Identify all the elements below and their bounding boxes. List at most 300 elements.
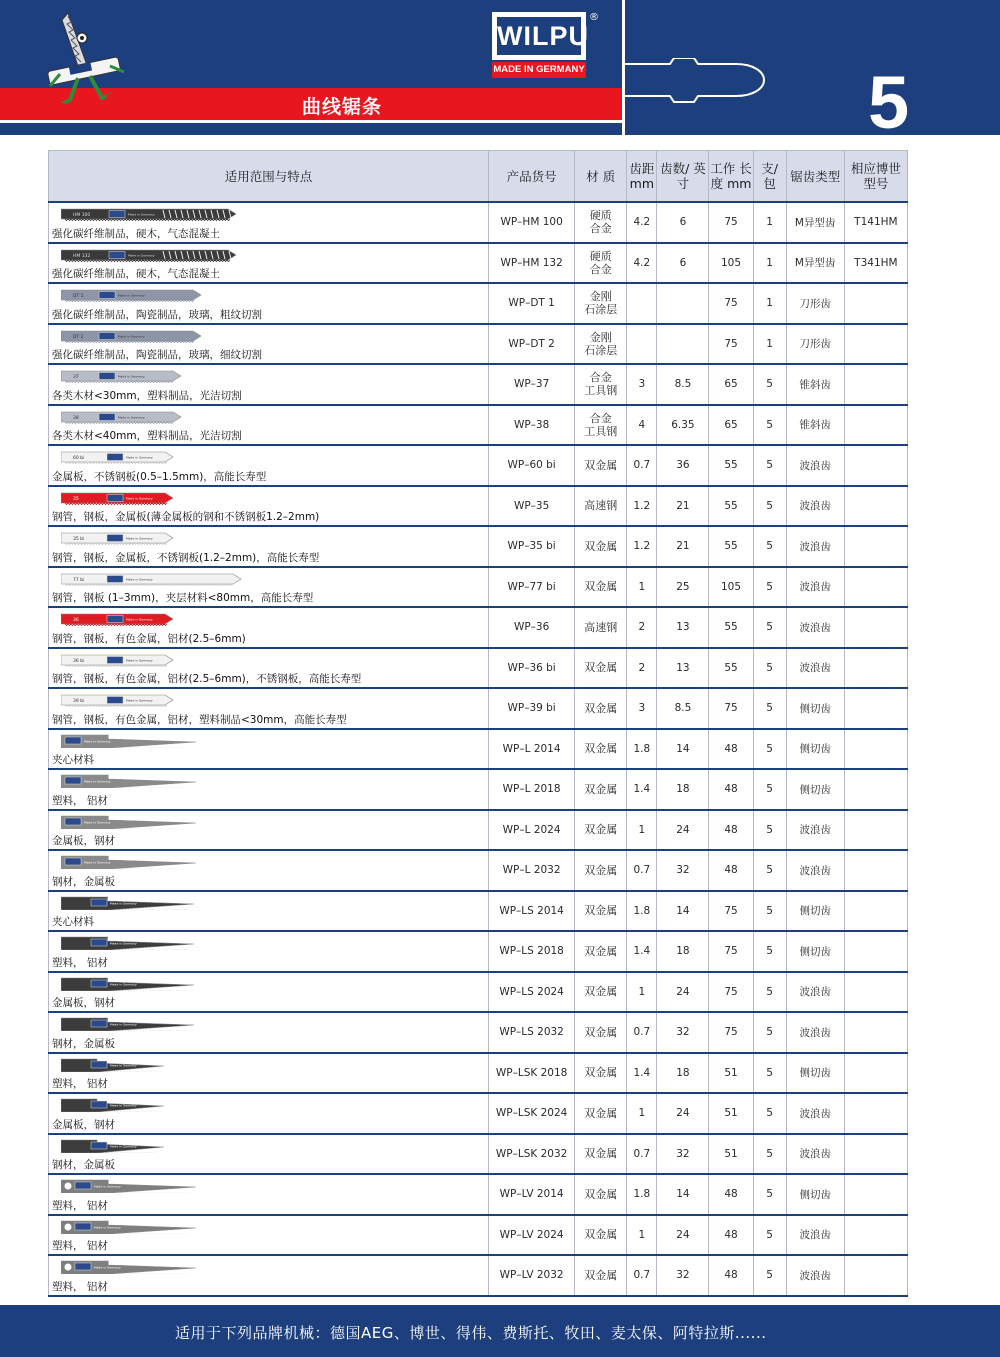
- table-row: [49, 1134, 908, 1175]
- saw-blade-image: [61, 207, 238, 221]
- blade-made-in-label: Made in Germany: [118, 293, 145, 298]
- working-length-cell: 75: [709, 972, 753, 1013]
- material-cell: 金刚 石涂层: [575, 283, 627, 324]
- application-text: 塑料， 铝材: [52, 1240, 108, 1252]
- application-cell: [49, 283, 489, 324]
- bosch-equivalent-cell: [844, 1215, 907, 1256]
- working-length-cell: 48: [709, 769, 753, 810]
- application-text: 夹心材料: [52, 754, 94, 766]
- material-cell: 硬质 合金: [575, 243, 627, 284]
- product-code-cell: WP–L 2018: [489, 769, 575, 810]
- saw-blade-image: [61, 1017, 196, 1031]
- blade-made-in-label: Made in Germany: [110, 901, 137, 905]
- footer-brands-text: 适用于下列品牌机械：德国AEG、博世、得伟、费斯托、牧田、麦太保、阿特拉斯......: [175, 1324, 767, 1342]
- blade-made-in-label: Made in Germany: [110, 1103, 137, 1108]
- table-header-row: [49, 151, 908, 203]
- teeth-per-inch-cell: 24: [657, 972, 709, 1013]
- table-row: [49, 243, 908, 284]
- saw-blade-image: [61, 1220, 198, 1234]
- blade-made-in-label: Made in Germany: [94, 1225, 121, 1229]
- tooth-type-cell: 波浪齿: [786, 486, 844, 527]
- column-header-application: 适用范围与特点: [49, 151, 489, 203]
- tooth-pitch-cell: 1: [627, 567, 657, 608]
- application-cell: [49, 1215, 489, 1256]
- application-cell: [49, 972, 489, 1013]
- saw-blade-image: [61, 288, 203, 302]
- product-code-cell: WP–LV 2014: [489, 1174, 575, 1215]
- blade-made-in-label: Made in Germany: [94, 1184, 121, 1189]
- application-cell: [49, 405, 489, 446]
- application-cell: [49, 567, 489, 608]
- application-cell: [49, 729, 489, 770]
- tooth-pitch-cell: 1.4: [627, 769, 657, 810]
- tooth-pitch-cell: 0.7: [627, 1012, 657, 1053]
- pack-quantity-cell: 5: [753, 567, 786, 608]
- bosch-equivalent-cell: [844, 1255, 907, 1296]
- working-length-cell: 75: [709, 283, 753, 324]
- product-code-cell: WP–39 bi: [489, 688, 575, 729]
- working-length-cell: 105: [709, 567, 753, 608]
- product-code-cell: WP–60 bi: [489, 445, 575, 486]
- material-cell: 双金属: [575, 891, 627, 932]
- product-code-cell: WP–36 bi: [489, 648, 575, 689]
- tooth-pitch-cell: 1.8: [627, 891, 657, 932]
- bosch-equivalent-cell: [844, 364, 907, 405]
- teeth-per-inch-cell: 32: [657, 1012, 709, 1053]
- bosch-equivalent-cell: [844, 324, 907, 365]
- saw-blade-image: [61, 248, 238, 262]
- working-length-cell: 51: [709, 1053, 753, 1094]
- tooth-pitch-cell: 3: [627, 364, 657, 405]
- bosch-equivalent-cell: [844, 1174, 907, 1215]
- application-text: 钢管，钢板，有色金属，铝材(2.5–6mm): [52, 632, 246, 645]
- application-text: 钢管，钢板，有色金属，铝材，塑料制品<30mm，高能长寿型: [52, 713, 347, 726]
- tooth-type-cell: 波浪齿: [786, 972, 844, 1013]
- application-text: 强化碳纤维制品，硬木，气态混凝土: [52, 227, 220, 240]
- material-cell: 双金属: [575, 1255, 627, 1296]
- blade-code-label: 38: [73, 415, 79, 421]
- material-cell: 双金属: [575, 688, 627, 729]
- tooth-type-cell: 锥斜齿: [786, 405, 844, 446]
- blade-made-in-label: Made in Germany: [84, 779, 111, 784]
- teeth-per-inch-cell: 14: [657, 1174, 709, 1215]
- saw-blade-image: [61, 572, 243, 586]
- pack-quantity-cell: 1: [753, 283, 786, 324]
- bosch-equivalent-cell: [844, 1012, 907, 1053]
- product-code-cell: WP–DT 1: [489, 283, 575, 324]
- application-cell: [49, 364, 489, 405]
- teeth-per-inch-cell: 6: [657, 202, 709, 243]
- application-cell: [49, 243, 489, 284]
- teeth-per-inch-cell: 18: [657, 931, 709, 972]
- column-header-pack: 支/ 包: [753, 151, 786, 203]
- application-text: 强化碳纤维制品，陶瓷制品，玻璃，细纹切割: [52, 349, 262, 361]
- tooth-type-cell: 波浪齿: [786, 850, 844, 891]
- application-cell: [49, 769, 489, 810]
- blade-made-in-label: Made in Germany: [126, 617, 153, 622]
- tooth-pitch-cell: 4.2: [627, 243, 657, 284]
- table-row: [49, 1093, 908, 1134]
- saw-blade-image: [61, 491, 175, 505]
- tooth-type-cell: 波浪齿: [786, 1215, 844, 1256]
- table-row: [49, 648, 908, 689]
- logo-wordmark: WILPU: [497, 17, 581, 55]
- bosch-equivalent-cell: [844, 972, 907, 1013]
- product-code-cell: WP–LSK 2024: [489, 1093, 575, 1134]
- table-row: [49, 1012, 908, 1053]
- application-cell: [49, 688, 489, 729]
- pack-quantity-cell: 1: [753, 324, 786, 365]
- material-cell: 双金属: [575, 931, 627, 972]
- material-cell: 双金属: [575, 972, 627, 1013]
- table-body: [49, 202, 908, 1296]
- pack-quantity-cell: 5: [753, 445, 786, 486]
- application-cell: [49, 1255, 489, 1296]
- tooth-pitch-cell: 4.2: [627, 202, 657, 243]
- product-code-cell: WP–38: [489, 405, 575, 446]
- bosch-equivalent-cell: [844, 688, 907, 729]
- material-cell: 双金属: [575, 1134, 627, 1175]
- saw-blade-image: [61, 1260, 198, 1274]
- pack-quantity-cell: 5: [753, 1053, 786, 1094]
- teeth-per-inch-cell: [657, 324, 709, 365]
- bosch-equivalent-cell: [844, 283, 907, 324]
- working-length-cell: 75: [709, 891, 753, 932]
- working-length-cell: 48: [709, 729, 753, 770]
- material-cell: 高速钢: [575, 486, 627, 527]
- working-length-cell: 48: [709, 1255, 753, 1296]
- saw-blade-image: [61, 369, 183, 383]
- blade-made-in-label: Made in Germany: [128, 212, 155, 217]
- teeth-per-inch-cell: 21: [657, 486, 709, 527]
- blade-made-in-label: Made in Germany: [84, 860, 111, 865]
- pack-quantity-cell: 5: [753, 1093, 786, 1134]
- bosch-equivalent-cell: [844, 1134, 907, 1175]
- table-row: [49, 364, 908, 405]
- working-length-cell: 48: [709, 850, 753, 891]
- chapter-number: 5: [868, 61, 910, 144]
- teeth-per-inch-cell: 24: [657, 810, 709, 851]
- material-cell: 双金属: [575, 1174, 627, 1215]
- tooth-pitch-cell: 2: [627, 607, 657, 648]
- blade-code-label: 77 bi: [73, 577, 85, 583]
- application-cell: [49, 1012, 489, 1053]
- tooth-type-cell: 侧切齿: [786, 688, 844, 729]
- tooth-type-cell: 波浪齿: [786, 607, 844, 648]
- blade-made-in-label: Made in Germany: [126, 536, 153, 541]
- table-row: [49, 769, 908, 810]
- blade-made-in-label: Made in Germany: [128, 253, 155, 257]
- application-cell: [49, 1134, 489, 1175]
- product-code-cell: WP–HM 100: [489, 202, 575, 243]
- pack-quantity-cell: 1: [753, 243, 786, 284]
- blade-made-in-label: Made in Germany: [110, 941, 137, 946]
- bosch-equivalent-cell: [844, 891, 907, 932]
- application-text: 强化碳纤维制品，陶瓷制品，玻璃，粗纹切割: [52, 308, 262, 321]
- column-header-pitch: 齿距 mm: [627, 151, 657, 203]
- bosch-equivalent-cell: [844, 526, 907, 567]
- teeth-per-inch-cell: 6: [657, 243, 709, 284]
- bosch-equivalent-cell: [844, 729, 907, 770]
- tooth-type-cell: 侧切齿: [786, 1174, 844, 1215]
- tooth-pitch-cell: 4: [627, 405, 657, 446]
- tooth-type-cell: 波浪齿: [786, 1093, 844, 1134]
- material-cell: 金刚 石涂层: [575, 324, 627, 365]
- working-length-cell: 48: [709, 810, 753, 851]
- bosch-equivalent-cell: [844, 1093, 907, 1134]
- tooth-pitch-cell: 1.2: [627, 486, 657, 527]
- working-length-cell: 51: [709, 1134, 753, 1175]
- blade-code-label: 36 bi: [73, 658, 85, 664]
- application-text: 塑料， 铝材: [52, 794, 108, 807]
- application-text: 强化碳纤维制品，硬木，气态混凝土: [52, 268, 220, 280]
- application-text: 钢管，钢板，有色金属，铝材(2.5–6mm)，不锈钢板，高能长寿型: [52, 673, 362, 685]
- teeth-per-inch-cell: 32: [657, 850, 709, 891]
- application-text: 塑料， 铝材: [52, 1280, 108, 1293]
- application-cell: [49, 850, 489, 891]
- saw-blade-image: [61, 734, 198, 748]
- working-length-cell: 75: [709, 202, 753, 243]
- tooth-pitch-cell: 3: [627, 688, 657, 729]
- pack-quantity-cell: 5: [753, 769, 786, 810]
- teeth-per-inch-cell: 18: [657, 769, 709, 810]
- material-cell: 双金属: [575, 810, 627, 851]
- pack-quantity-cell: 5: [753, 1174, 786, 1215]
- working-length-cell: 51: [709, 1093, 753, 1134]
- tooth-pitch-cell: 1.8: [627, 1174, 657, 1215]
- pack-quantity-cell: 5: [753, 1012, 786, 1053]
- tooth-pitch-cell: 0.7: [627, 1255, 657, 1296]
- table-row: [49, 972, 908, 1013]
- blade-code-label: 35: [73, 496, 79, 502]
- saw-blade-image: [61, 1139, 166, 1153]
- application-text: 钢管，钢板 (1–3mm)，夹层材料<80mm，高能长寿型: [52, 592, 314, 604]
- saw-blade-image: [61, 977, 196, 991]
- tooth-type-cell: 波浪齿: [786, 1134, 844, 1175]
- tooth-type-cell: 侧切齿: [786, 729, 844, 770]
- working-length-cell: 48: [709, 1174, 753, 1215]
- application-cell: [49, 1093, 489, 1134]
- saw-blade-image: [61, 774, 198, 788]
- material-cell: 双金属: [575, 850, 627, 891]
- material-cell: 双金属: [575, 526, 627, 567]
- blade-code-label: HM 132: [73, 253, 91, 259]
- table-row: [49, 891, 908, 932]
- teeth-per-inch-cell: 25: [657, 567, 709, 608]
- product-code-cell: WP–35: [489, 486, 575, 527]
- blade-made-in-label: Made in Germany: [126, 496, 153, 500]
- application-text: 钢材，金属板: [52, 1159, 115, 1171]
- tooth-type-cell: 侧切齿: [786, 931, 844, 972]
- pack-quantity-cell: 5: [753, 810, 786, 851]
- tooth-type-cell: 波浪齿: [786, 1012, 844, 1053]
- product-code-cell: WP–77 bi: [489, 567, 575, 608]
- working-length-cell: 75: [709, 688, 753, 729]
- material-cell: 双金属: [575, 729, 627, 770]
- saw-blade-image: [61, 1098, 166, 1112]
- pack-quantity-cell: 5: [753, 972, 786, 1013]
- material-cell: 双金属: [575, 445, 627, 486]
- blade-shank-icon: [624, 58, 774, 114]
- product-code-cell: WP–LS 2024: [489, 972, 575, 1013]
- application-text: 金属板，不锈钢板(0.5–1.5mm)，高能长寿型: [52, 470, 267, 483]
- pack-quantity-cell: 5: [753, 1255, 786, 1296]
- column-header-bosch: 相应博世 型号: [844, 151, 907, 203]
- application-text: 塑料， 铝材: [52, 956, 108, 969]
- working-length-cell: 75: [709, 1012, 753, 1053]
- product-code-cell: WP–L 2024: [489, 810, 575, 851]
- table-row: [49, 931, 908, 972]
- table-row: [49, 810, 908, 851]
- tooth-type-cell: M异型齿: [786, 202, 844, 243]
- table-row: [49, 567, 908, 608]
- pack-quantity-cell: 1: [753, 202, 786, 243]
- tooth-type-cell: M异型齿: [786, 243, 844, 284]
- wilpu-logo: [492, 12, 599, 78]
- blade-code-label: HM 100: [73, 213, 91, 218]
- tooth-pitch-cell: 1.8: [627, 729, 657, 770]
- material-cell: 合金 工具钢: [575, 364, 627, 405]
- blade-made-in-label: Made in Germany: [126, 658, 153, 662]
- application-text: 各类木材<40mm，塑料制品，光洁切割: [52, 430, 242, 442]
- teeth-per-inch-cell: 24: [657, 1215, 709, 1256]
- material-cell: 双金属: [575, 648, 627, 689]
- pack-quantity-cell: 5: [753, 688, 786, 729]
- material-cell: 双金属: [575, 1053, 627, 1094]
- material-cell: 双金属: [575, 1215, 627, 1256]
- bosch-equivalent-cell: [844, 810, 907, 851]
- tooth-pitch-cell: 0.7: [627, 850, 657, 891]
- product-code-cell: WP–36: [489, 607, 575, 648]
- application-text: 金属板，钢材: [52, 997, 115, 1009]
- blade-made-in-label: Made in Germany: [84, 739, 111, 743]
- application-text: 夹心材料: [52, 916, 94, 928]
- table-row: [49, 607, 908, 648]
- product-code-cell: WP–35 bi: [489, 526, 575, 567]
- blade-made-in-label: Made in Germany: [126, 698, 153, 703]
- saw-blade-image: [61, 855, 198, 869]
- teeth-per-inch-cell: 18: [657, 1053, 709, 1094]
- teeth-per-inch-cell: 36: [657, 445, 709, 486]
- table-row: [49, 283, 908, 324]
- product-code-cell: WP–L 2014: [489, 729, 575, 770]
- material-cell: 高速钢: [575, 607, 627, 648]
- material-cell: 双金属: [575, 567, 627, 608]
- pack-quantity-cell: 5: [753, 1215, 786, 1256]
- teeth-per-inch-cell: 8.5: [657, 364, 709, 405]
- tooth-pitch-cell: 1: [627, 1093, 657, 1134]
- pack-quantity-cell: 5: [753, 1134, 786, 1175]
- tooth-type-cell: 波浪齿: [786, 648, 844, 689]
- tooth-type-cell: 波浪齿: [786, 810, 844, 851]
- application-cell: [49, 445, 489, 486]
- saw-blade-image: [61, 410, 183, 424]
- table-row: [49, 1215, 908, 1256]
- pack-quantity-cell: 5: [753, 486, 786, 527]
- tooth-pitch-cell: 1.4: [627, 1053, 657, 1094]
- tooth-pitch-cell: 0.7: [627, 445, 657, 486]
- tooth-type-cell: 侧切齿: [786, 1053, 844, 1094]
- table-row: [49, 405, 908, 446]
- tooth-pitch-cell: 2: [627, 648, 657, 689]
- product-table: [48, 150, 908, 1297]
- working-length-cell: 75: [709, 931, 753, 972]
- column-header-material: 材 质: [575, 151, 627, 203]
- pack-quantity-cell: 5: [753, 648, 786, 689]
- product-code-cell: WP–LS 2018: [489, 931, 575, 972]
- saw-blade-image: [61, 1179, 198, 1193]
- teeth-per-inch-cell: 32: [657, 1255, 709, 1296]
- blade-made-in-label: Made in Germany: [110, 982, 137, 986]
- tooth-type-cell: 波浪齿: [786, 567, 844, 608]
- blade-made-in-label: Made in Germany: [118, 374, 145, 379]
- application-cell: [49, 202, 489, 243]
- bosch-equivalent-cell: T341HM: [844, 243, 907, 284]
- saw-blade-image: [61, 653, 175, 667]
- blade-made-in-label: Made in Germany: [94, 1265, 121, 1270]
- working-length-cell: 65: [709, 364, 753, 405]
- teeth-per-inch-cell: 14: [657, 729, 709, 770]
- teeth-per-inch-cell: 21: [657, 526, 709, 567]
- tooth-type-cell: 刀形齿: [786, 324, 844, 365]
- column-header-length: 工作 长度 mm: [709, 151, 753, 203]
- application-cell: [49, 931, 489, 972]
- application-text: 塑料， 铝材: [52, 1199, 108, 1212]
- tooth-type-cell: 侧切齿: [786, 769, 844, 810]
- teeth-per-inch-cell: 14: [657, 891, 709, 932]
- tooth-pitch-cell: 1.2: [627, 526, 657, 567]
- tooth-type-cell: 波浪齿: [786, 1255, 844, 1296]
- registered-mark: ®: [589, 12, 599, 23]
- bosch-equivalent-cell: [844, 445, 907, 486]
- product-code-cell: WP–LV 2024: [489, 1215, 575, 1256]
- blade-code-label: 60 bi: [73, 456, 85, 461]
- blade-made-in-label: Made in Germany: [110, 1063, 137, 1067]
- application-cell: [49, 891, 489, 932]
- application-cell: [49, 1174, 489, 1215]
- product-code-cell: WP–LS 2032: [489, 1012, 575, 1053]
- bosch-equivalent-cell: [844, 607, 907, 648]
- table-row: [49, 202, 908, 243]
- application-cell: [49, 526, 489, 567]
- pack-quantity-cell: 5: [753, 850, 786, 891]
- working-length-cell: 55: [709, 486, 753, 527]
- product-code-cell: WP–DT 2: [489, 324, 575, 365]
- product-code-cell: WP–HM 132: [489, 243, 575, 284]
- pack-quantity-cell: 5: [753, 607, 786, 648]
- tooth-type-cell: 波浪齿: [786, 526, 844, 567]
- material-cell: 合金 工具钢: [575, 405, 627, 446]
- table-row: [49, 526, 908, 567]
- bosch-equivalent-cell: [844, 931, 907, 972]
- product-code-cell: WP–LS 2014: [489, 891, 575, 932]
- saw-blade-image: [61, 936, 196, 950]
- teeth-per-inch-cell: 13: [657, 648, 709, 689]
- application-cell: [49, 810, 489, 851]
- tooth-pitch-cell: 1: [627, 1215, 657, 1256]
- teeth-per-inch-cell: [657, 283, 709, 324]
- blade-code-label: DT 2: [73, 334, 84, 340]
- blade-code-label: DT 1: [73, 294, 84, 299]
- product-code-cell: WP–LSK 2032: [489, 1134, 575, 1175]
- tooth-pitch-cell: 1: [627, 972, 657, 1013]
- blade-made-in-label: Made in Germany: [126, 455, 153, 460]
- table-row: [49, 324, 908, 365]
- application-text: 钢管，钢板，金属板，不锈钢板(1.2–2mm)，高能长寿型: [52, 551, 320, 564]
- teeth-per-inch-cell: 24: [657, 1093, 709, 1134]
- application-cell: [49, 648, 489, 689]
- working-length-cell: 55: [709, 445, 753, 486]
